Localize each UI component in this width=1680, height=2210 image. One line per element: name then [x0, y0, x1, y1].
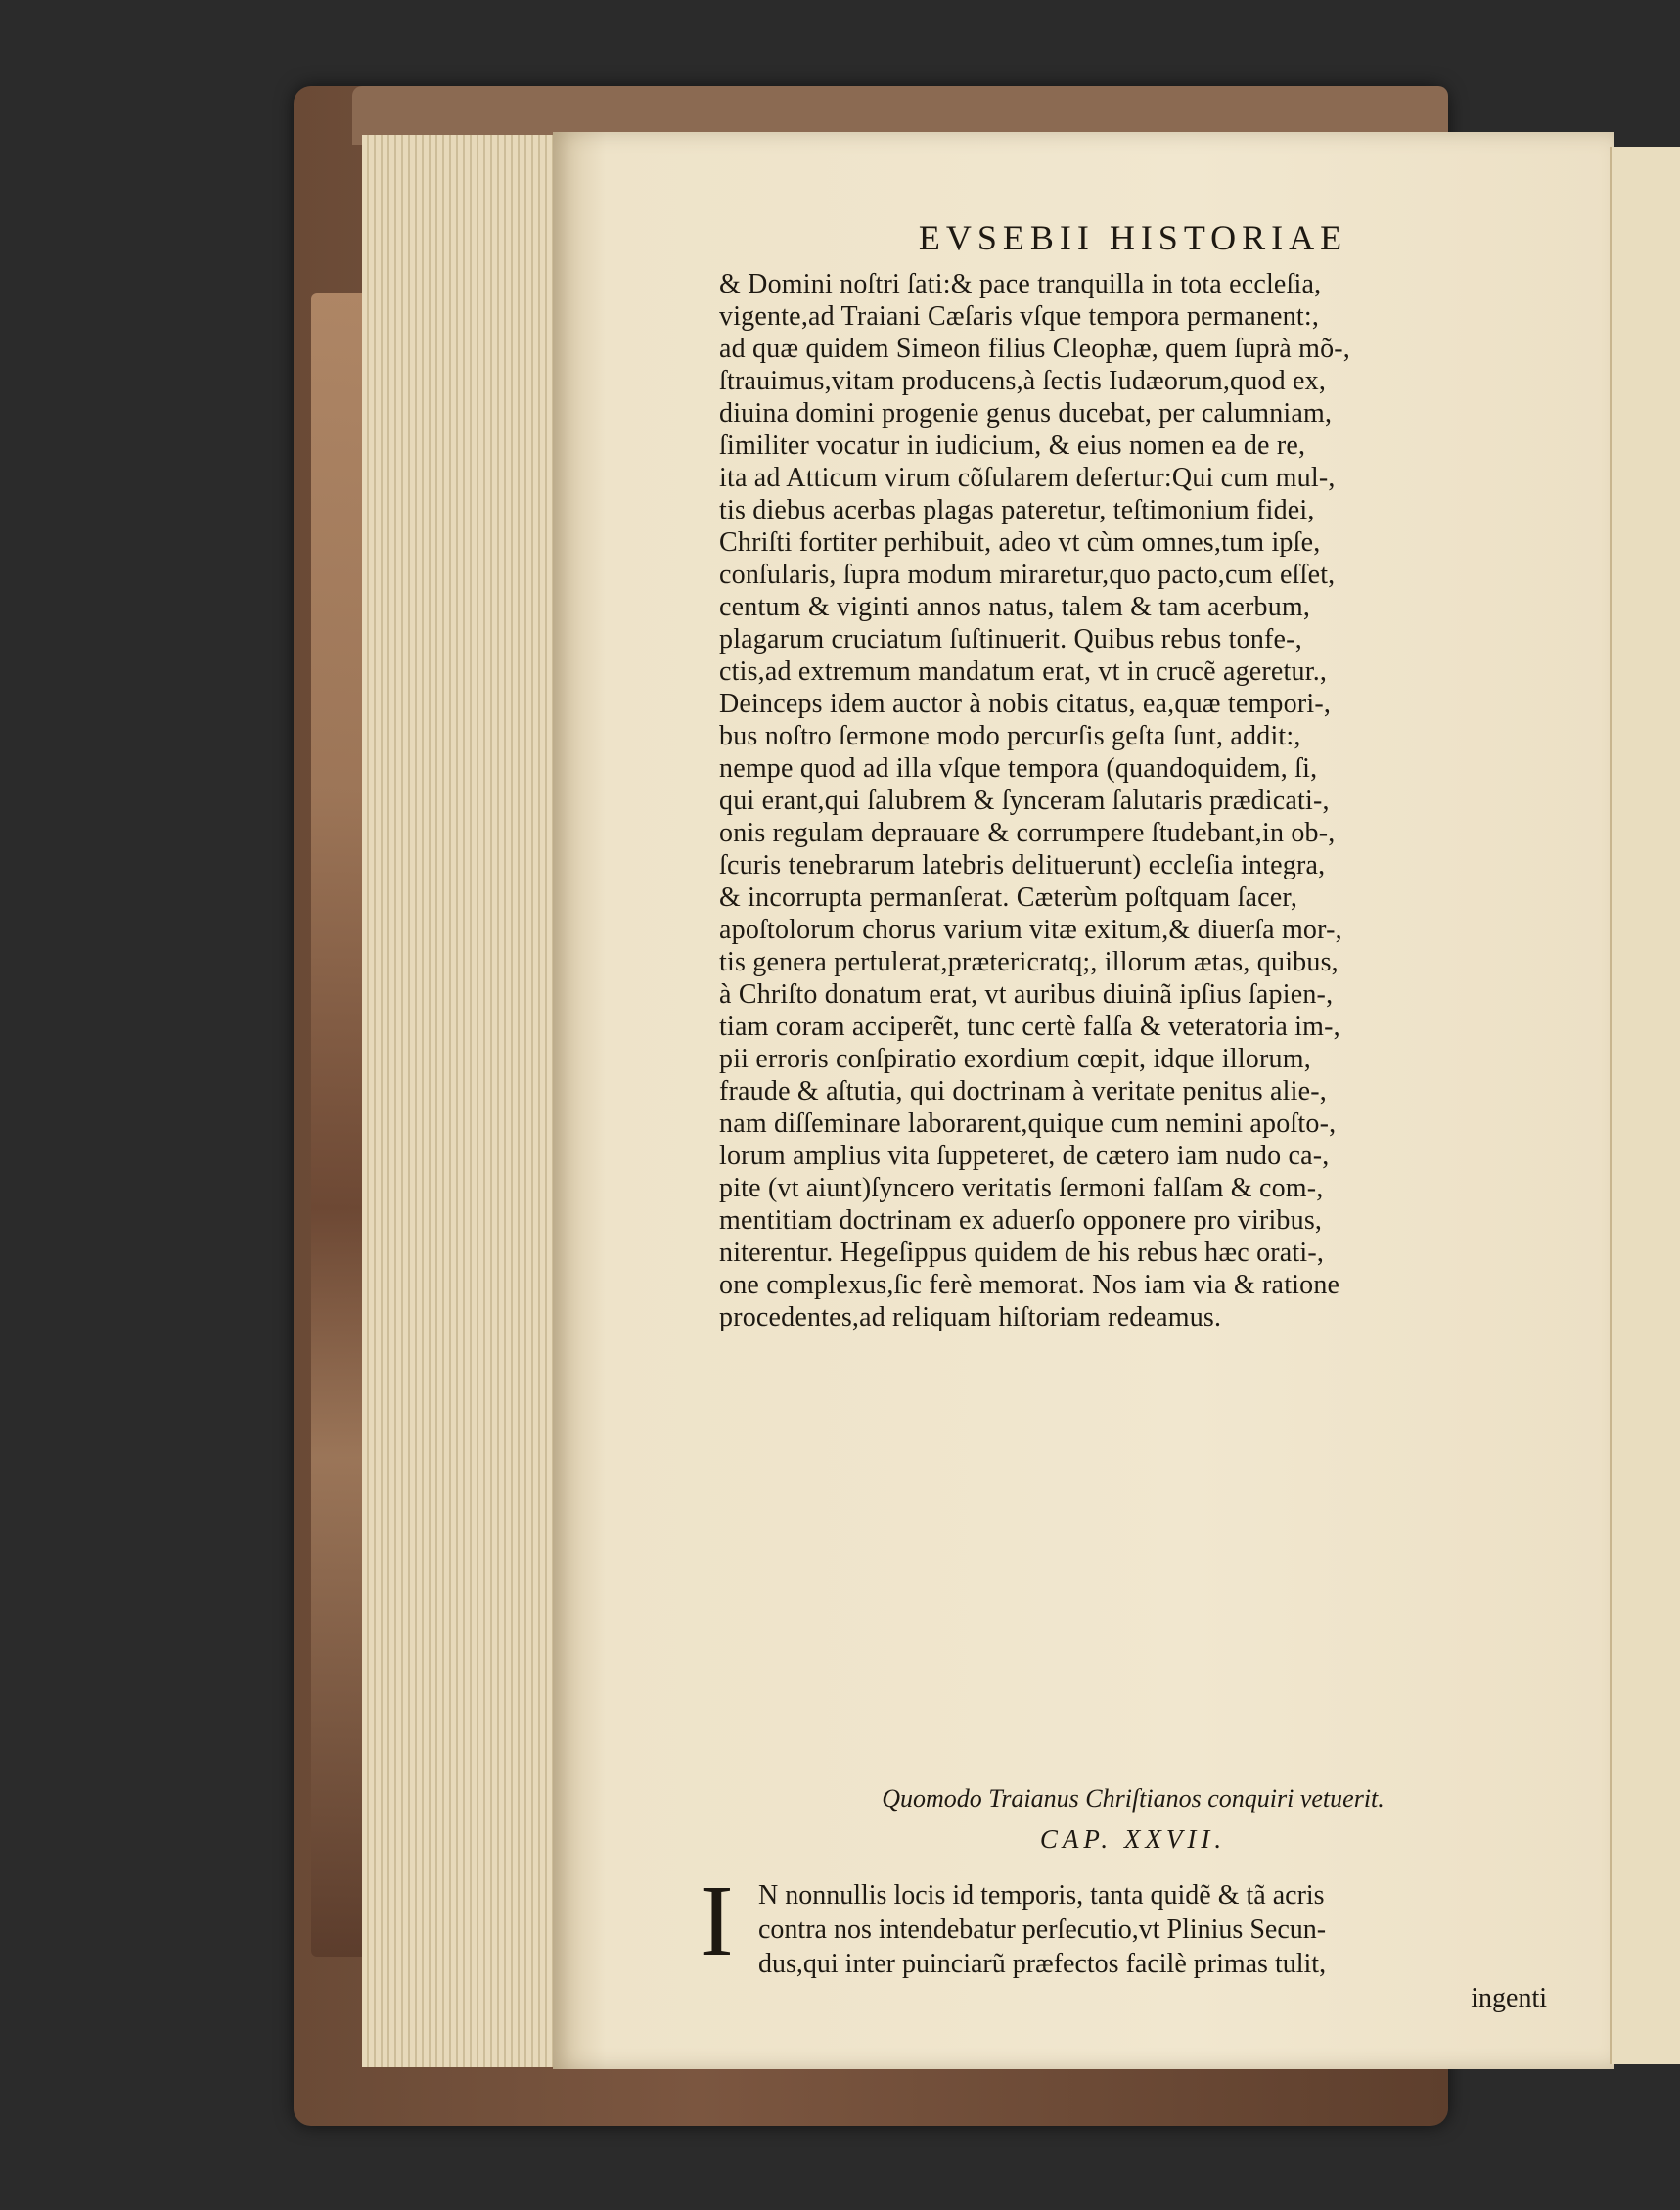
text-line: pite (vt aiunt)ſyncero veritatis ſermoni falſam & com-,: [719, 1173, 1324, 1203]
text-line: diuina domini progenie genus ducebat, per calumniam,: [719, 398, 1333, 428]
catchword: ingenti: [1471, 1983, 1547, 2013]
text-line: conſularis, ſupra modum miraretur,quo pacto,cum eſſet,: [719, 560, 1336, 590]
text-line: à Chriſto donatum erat, vt auribus diuinã ipſius ſapien-,: [719, 979, 1334, 1010]
text-line: ita ad Atticum virum cõſularem defertur:Qui cum mul-,: [719, 463, 1336, 493]
facing-page-edge: [1610, 147, 1680, 2064]
running-head: EVSEBII HISTORIAE: [918, 218, 1348, 257]
chapter-text-line: dus,qui inter puinciarũ præfectos facilè primas tulit,: [758, 1949, 1327, 1979]
text-line: nempe quod ad illa vſque tempora (quandoquidem, ſi,: [719, 753, 1318, 784]
text-line: tis diebus acerbas plagas pateretur, teſtimonium fidei,: [719, 495, 1315, 525]
text-line: lorum amplius vita ſuppeteret, de cætero iam nudo ca-,: [719, 1141, 1330, 1171]
text-line: bus noſtro ſermone modo percurſis geſta ſunt, addit:,: [719, 721, 1301, 751]
text-line: tis genera pertulerat,prætericratq;, illorum ætas, quibus,: [719, 947, 1339, 977]
text-line: fraude & aſtutia, qui doctrinam à veritate penitus alie-,: [719, 1076, 1327, 1106]
worn-spine: [311, 293, 368, 1957]
body-text: [719, 268, 1547, 1333]
text-line: procedentes,ad reliquam hiſtoriam redeamus.: [719, 1302, 1222, 1332]
text-line: pii erroris conſpiratio exordium cœpit, idque illorum,: [719, 1044, 1311, 1074]
text-line: mentitiam doctrinam ex aduerſo opponere pro viribus,: [719, 1205, 1323, 1236]
text-line: centum & viginti annos natus, talem & tam acerbum,: [719, 592, 1311, 622]
text-line: Chriſti fortiter perhibuit, adeo vt cùm omnes,tum ipſe,: [719, 527, 1321, 558]
text-line: ſimiliter vocatur in iudicium, & eius nomen ea de re,: [719, 430, 1306, 461]
text-line: ſtrauimus,vitam producens,à ſectis Iudæorum,quod ex,: [719, 366, 1327, 396]
text-line: & Domini noſtri ſati:& pace tranquilla in tota eccleſia,: [719, 269, 1322, 299]
chapter-text: [700, 1865, 1547, 2015]
text-line: one complexus,ſic ferè memorat. Nos iam via & ratione: [719, 1270, 1340, 1300]
text-line: qui erant,qui ſalubrem & ſynceram ſalutaris prædicati-,: [719, 786, 1330, 816]
chapter-heading: Quomodo Traianus Chriſtianos conquiri vetuerit.: [882, 1784, 1385, 1813]
text-line: Deinceps idem auctor à nobis citatus, ea,quæ tempori-,: [719, 689, 1332, 719]
text-line: ctis,ad extremum mandatum erat, vt in crucẽ ageretur.,: [719, 656, 1328, 687]
text-line: nam diſſeminare laborarent,quique cum nemini apoſto-,: [719, 1108, 1337, 1139]
text-line: ad quæ quidem Simeon filius Cleophæ, quem ſuprà mõ-,: [719, 334, 1351, 364]
text-line: tiam coram acciperẽt, tunc certè falſa & veteratoria im-,: [719, 1012, 1340, 1042]
chapter-number: CAP. XXVII.: [1039, 1825, 1227, 1854]
text-line: apoſtolorum chorus varium vitæ exitum,& diuerſa mor-,: [719, 915, 1342, 945]
chapter-text-line: N nonnullis locis id temporis, tanta quidẽ & tã acris: [758, 1880, 1325, 1911]
text-line: plagarum cruciatum ſuſtinuerit. Quibus rebus tonfe-,: [719, 624, 1302, 654]
text-line: ſcuris tenebrarum latebris delituerunt) eccleſia integra,: [719, 850, 1326, 880]
chapter-text-line: contra nos intendebatur perſecutio,vt Plinius Secun-: [758, 1915, 1327, 1945]
drop-initial: I: [700, 1865, 734, 1977]
page-edges: [362, 135, 558, 2067]
text-line: & incorrupta permanſerat. Cæterùm poſtquam ſacer,: [719, 882, 1298, 913]
text-line: onis regulam deprauare & corrumpere ſtudebant,in ob-,: [719, 818, 1336, 848]
text-line: vigente,ad Traiani Cæſaris vſque tempora permanent:,: [719, 301, 1320, 332]
text-line: niterentur. Hegeſippus quidem de his rebus hæc orati-,: [719, 1238, 1325, 1268]
